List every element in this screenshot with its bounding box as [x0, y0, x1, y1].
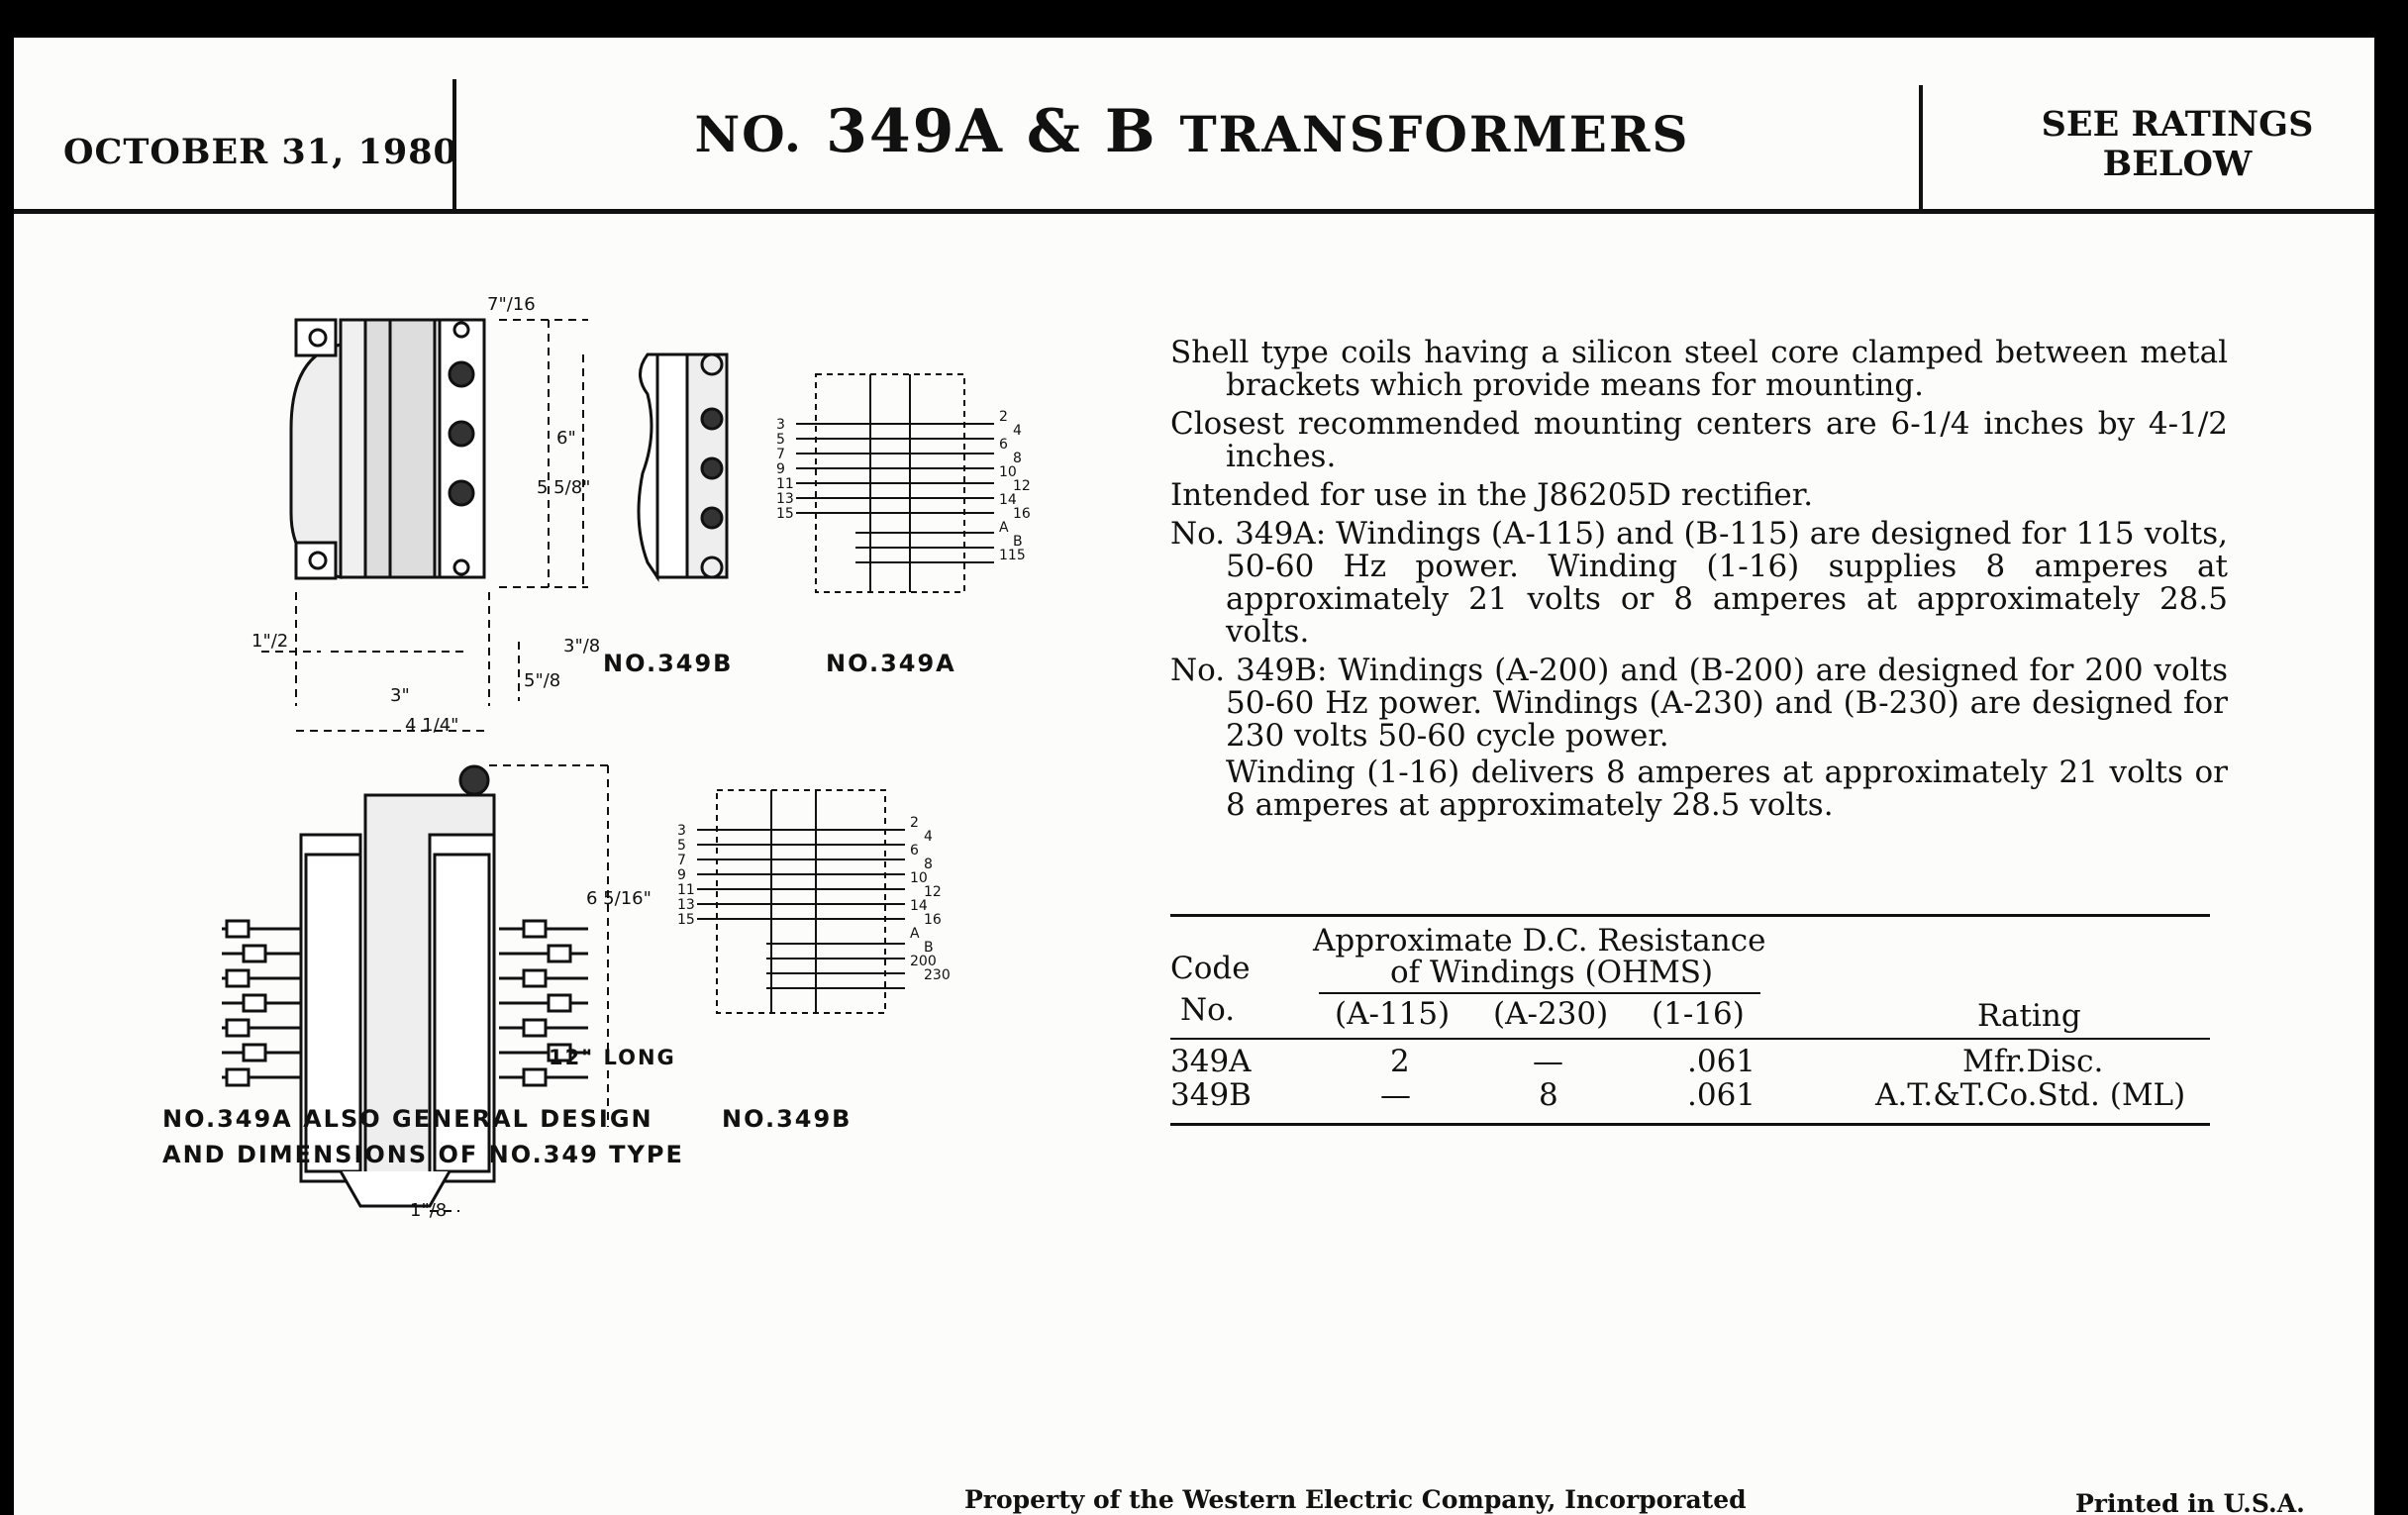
- dim-3: 3": [390, 685, 410, 706]
- description: [1170, 337, 2228, 828]
- terminal-label: 2: [999, 409, 1008, 425]
- table-header-rule: [1170, 1038, 2210, 1040]
- caption-line-2: AND DIMENSIONS OF NO.349 TYPE: [162, 1141, 684, 1168]
- schematic-349a: [796, 374, 994, 592]
- transformer-drawings: [14, 236, 1123, 1226]
- terminal-label: 14: [910, 898, 928, 914]
- desc-349b-winding: Winding (1-16) delivers 8 amperes at approximately 21 volts or 8 amperes at approximately 28.5 volts.: [1226, 755, 2228, 823]
- dim-1-2: 1"/2: [251, 631, 289, 652]
- front-view-349b: [291, 320, 484, 578]
- header-bottom-rule: [14, 209, 2374, 214]
- col-header-116: (1-16): [1652, 996, 1745, 1032]
- terminal-label: A: [999, 520, 1009, 536]
- terminal-label: B: [924, 940, 934, 956]
- terminal-label: 4: [1013, 423, 1022, 439]
- terminal-label: 12: [924, 884, 942, 900]
- title-number: 349A & B: [826, 97, 1157, 166]
- terminal-label: 6: [910, 843, 919, 858]
- terminal-label: 13: [677, 897, 695, 913]
- row-a115: 2: [1390, 1044, 1410, 1079]
- page-title: [459, 97, 1925, 166]
- dim-5-8: 5"/8: [524, 670, 561, 691]
- terminal-label: 16: [924, 912, 942, 928]
- terminal-label: 11: [677, 882, 695, 898]
- terminal-label: 9: [677, 867, 686, 883]
- terminal-label: 10: [910, 870, 928, 886]
- row-code: 349A: [1170, 1044, 1252, 1079]
- terminal-label: 3: [776, 417, 785, 433]
- terminal-label: 10: [999, 464, 1017, 480]
- terminal-label: 8: [1013, 451, 1022, 466]
- row-rating: A.T.&T.Co.Std. (ML): [1875, 1077, 2186, 1113]
- code-header-2: No.: [1180, 992, 1236, 1028]
- row-rating: Mfr.Disc.: [1962, 1044, 2104, 1079]
- schematic-349b: [697, 790, 905, 1013]
- caption-line-1: NO.349A ALSO GENERAL DESIGN: [162, 1105, 653, 1133]
- desc-usage: Intended for use in the J86205D rectifier.: [1170, 477, 1814, 513]
- row-code: 349B: [1170, 1077, 1252, 1113]
- ratings-line-2: BELOW: [2102, 144, 2253, 184]
- terminal-label: 5: [776, 432, 785, 448]
- terminal-label: 16: [1013, 506, 1031, 522]
- title-prefix: NO.: [694, 105, 804, 163]
- row-116: .061: [1687, 1077, 1756, 1113]
- label-349a-top: NO.349A: [826, 650, 956, 677]
- terminal-label: 7: [776, 447, 785, 462]
- issue-date: OCTOBER 31, 1980: [63, 132, 458, 172]
- terminal-label: 15: [776, 506, 794, 522]
- group-header-2: of Windings (OHMS): [1390, 955, 1714, 990]
- spec-sheet: [14, 38, 2374, 1515]
- desc-mounting: Closest recommended mounting centers are 6-1/4 inches by 4-1/2 inches.: [1170, 406, 2228, 474]
- terminal-label: 11: [776, 476, 794, 492]
- terminal-label: 5: [677, 838, 686, 854]
- terminal-label: 2: [910, 815, 919, 831]
- row-a230: 8: [1539, 1077, 1558, 1113]
- terminal-label: 230: [924, 967, 951, 983]
- terminal-label: 9: [776, 461, 785, 477]
- terminal-label: 13: [776, 491, 794, 507]
- code-header-1: Code: [1170, 951, 1251, 986]
- dim-6: 6": [556, 428, 576, 449]
- dim-1-8: 1"/8: [410, 1200, 448, 1221]
- dim-3-8: 3"/8: [563, 636, 601, 656]
- row-a115: —: [1380, 1077, 1411, 1113]
- label-349b-bottom: NO.349B: [722, 1105, 853, 1133]
- row-116: .061: [1687, 1044, 1756, 1079]
- terminal-label: 8: [924, 857, 933, 872]
- schematic-a-terminals: [776, 409, 1031, 563]
- label-349b-top: NO.349B: [603, 650, 734, 677]
- ratings-note: [1955, 105, 2374, 184]
- lead-length: 12" LONG: [549, 1046, 676, 1069]
- table-bottom-rule: [1170, 1123, 2210, 1126]
- footer-printed: Printed in U.S.A.: [2075, 1489, 2305, 1515]
- dim-7-16: 7"/16: [487, 294, 536, 315]
- desc-construction: Shell type coils having a silicon steel core clamped between metal brackets which provide means for mounting.: [1170, 335, 2228, 403]
- dim-4-1-4: 4 1/4": [405, 715, 459, 736]
- terminal-label: 115: [999, 548, 1026, 563]
- terminal-label: 200: [910, 954, 937, 969]
- dim-6-5-16: 6 5/16": [586, 888, 652, 909]
- dim-5-5-8: 5 5/8": [537, 477, 591, 498]
- col-header-a230: (A-230): [1493, 996, 1609, 1032]
- col-header-a115: (A-115): [1335, 996, 1451, 1032]
- col-header-rating: Rating: [1977, 998, 2081, 1034]
- group-header-rule: [1319, 992, 1760, 994]
- terminal-label: 14: [999, 492, 1017, 508]
- terminal-label: 15: [677, 912, 695, 928]
- terminal-label: 12: [1013, 478, 1031, 494]
- terminal-label: 4: [924, 829, 933, 845]
- terminal-label: B: [1013, 534, 1023, 550]
- desc-349b: No. 349B: Windings (A-200) and (B-200) are designed for 200 volts 50-60 Hz power. Windings (A-230) and (B-230) are designed for 230 volts 50-60 cycle power.: [1170, 653, 2228, 754]
- desc-349a: No. 349A: Windings (A-115) and (B-115) are designed for 115 volts, 50-60 Hz power. Winding (1-16) supplies 8 amperes at approximately 21 volts or 8 amperes at approximately 28.5 volts.: [1170, 516, 2228, 650]
- ratings-line-1: SEE RATINGS: [2041, 104, 2314, 145]
- table-top-rule: [1170, 914, 2210, 917]
- title-main: TRANSFORMERS: [1179, 105, 1690, 163]
- footer-property: Property of the Western Electric Company, Incorporated: [964, 1485, 1747, 1514]
- terminal-label: 7: [677, 853, 686, 868]
- group-header-1: Approximate D.C. Resistance: [1313, 923, 1766, 959]
- terminal-label: 3: [677, 823, 686, 839]
- side-view-349b: [639, 354, 727, 577]
- terminal-label: 6: [999, 437, 1008, 453]
- terminal-label: A: [910, 926, 920, 942]
- row-a230: —: [1533, 1044, 1563, 1079]
